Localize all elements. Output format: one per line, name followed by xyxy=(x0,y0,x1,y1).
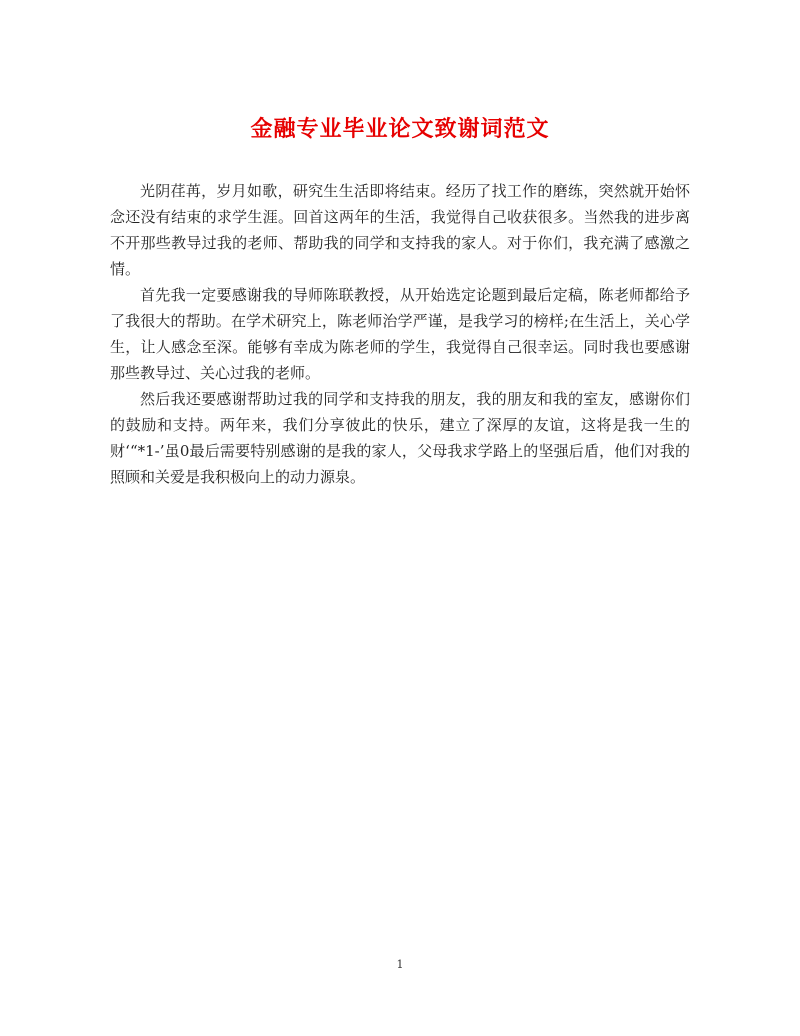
paragraph-3: 然后我还要感谢帮助过我的同学和支持我的朋友，我的朋友和我的室友，感谢你们的鼓励和支持。两年来，我们分享彼此的快乐，建立了深厚的友谊，这将是我一生的财‘“*1-’虽0最后需要特别感谢的是我的家人，父母我求学路上的坚强后盾，他们对我的照顾和关爱是我积极向上的动力源泉。 xyxy=(110,390,690,486)
document-body xyxy=(110,178,690,490)
paragraph-2: 首先我一定要感谢我的导师陈联教授，从开始选定论题到最后定稿，陈老师都给予了我很大的帮助。在学术研究上，陈老师治学严谨，是我学习的榜样;在生活上，关心学生，让人感念至深。能够有幸成为陈老师的学生，我觉得自己很幸运。同时我也要感谢那些教导过、关心过我的老师。 xyxy=(110,286,690,382)
page-number: 1 xyxy=(396,958,404,971)
paragraph-1: 光阴荏苒，岁月如歌，研究生生活即将结束。经历了找工作的磨练，突然就开始怀念还没有结束的求学生涯。回首这两年的生活，我觉得自己收获很多。当然我的进步离不开那些教导过我的老师、帮助我的同学和支持我的家人。对于你们，我充满了感激之情。 xyxy=(110,182,690,278)
document-title: 金融专业毕业论文致谢词范文 xyxy=(250,116,550,142)
